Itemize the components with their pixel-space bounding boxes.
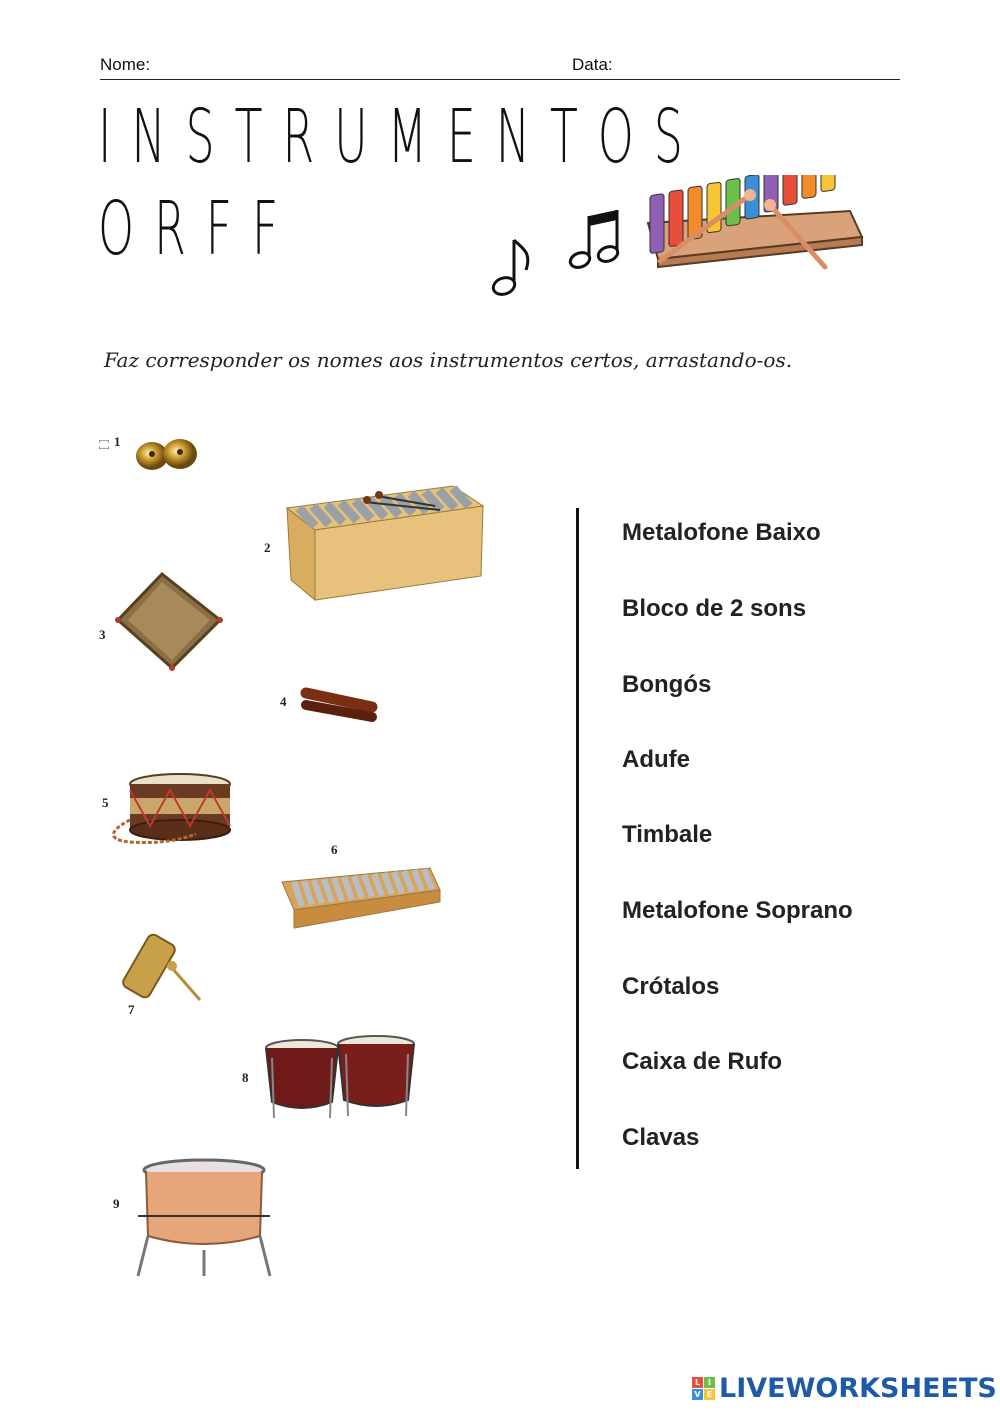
- xylophone-bar: [669, 190, 683, 247]
- instrument-number-3: 3: [99, 627, 106, 642]
- drag-handle-icon[interactable]: [99, 440, 109, 449]
- date-label: Data:: [572, 55, 613, 74]
- instrument-number-5: 5: [102, 795, 109, 810]
- name-option-bloco-de-2-sons[interactable]: Bloco de 2 sons: [622, 595, 807, 622]
- logo-letter-i: I: [704, 1377, 715, 1388]
- logo-letter-e: E: [704, 1389, 715, 1400]
- xylophone-bar: [821, 175, 835, 192]
- name-option-timbale[interactable]: Timbale: [622, 821, 713, 848]
- instrument-number-6: 6: [331, 842, 338, 857]
- name-option-adufe[interactable]: Adufe: [622, 746, 690, 773]
- name-option-bongos[interactable]: Bongós: [622, 671, 712, 698]
- liveworksheets-logo-icon: [692, 1377, 716, 1401]
- header-rule: [100, 79, 900, 80]
- name-option-metalofone-baixo[interactable]: Metalofone Baixo: [622, 519, 821, 546]
- music-notes-icon: [488, 200, 628, 305]
- instrument-number-1: 1: [114, 434, 121, 449]
- name-option-metalofone-soprano[interactable]: Metalofone Soprano: [622, 897, 853, 924]
- logo-letter-l: L: [692, 1377, 703, 1388]
- name-option-crotalos[interactable]: Crótalos: [622, 973, 720, 1000]
- xylophone-bar: [650, 194, 664, 254]
- liveworksheets-brand[interactable]: LIVEWORKSHEETS: [719, 1373, 997, 1404]
- instrument-number-4: 4: [280, 694, 287, 709]
- finger-cymbals-image: [132, 432, 202, 474]
- two-tone-block-image: [120, 932, 210, 1007]
- instrument-number-8: 8: [242, 1070, 249, 1085]
- adufe-image: [112, 568, 232, 678]
- xylophone-icon: [640, 175, 865, 275]
- snare-drum-image: [100, 770, 235, 855]
- soprano-metallophone-image: [280, 862, 442, 934]
- instruction-text: Faz corresponder os nomes aos instrumentos certos, arrastando-os.: [104, 348, 793, 372]
- instrument-number-2: 2: [264, 540, 271, 555]
- name-label: Nome:: [100, 55, 151, 74]
- xylophone-bar: [783, 175, 797, 206]
- bongos-image: [262, 1034, 420, 1124]
- name-option-caixa-de-rufo[interactable]: Caixa de Rufo: [622, 1048, 783, 1075]
- title-line-2: ORFF: [98, 186, 299, 272]
- name-option-clavas[interactable]: Clavas: [622, 1124, 700, 1151]
- logo-letter-v: V: [692, 1389, 703, 1400]
- instrument-number-9: 9: [113, 1196, 120, 1211]
- title-line-1: INSTRUMENTOS: [98, 94, 703, 180]
- claves-image: [300, 685, 380, 727]
- instrument-number-7: 7: [128, 1002, 135, 1017]
- timbale-image: [134, 1156, 274, 1281]
- bass-metallophone-image: [285, 468, 485, 608]
- xylophone-bar: [802, 175, 816, 199]
- divider-line: [576, 508, 579, 1169]
